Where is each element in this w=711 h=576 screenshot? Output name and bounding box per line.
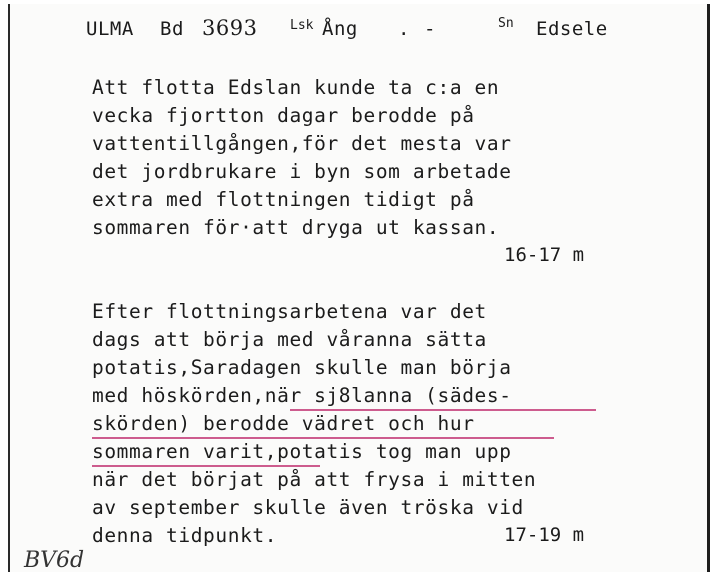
text-line: det jordbrukare i byn som arbetade: [92, 160, 512, 183]
text-line: denna tidpunkt.: [92, 524, 278, 547]
text-line: när det börjat på att frysa i mitten: [92, 468, 537, 491]
text-line: extra med flottningen tidigt på: [92, 188, 475, 211]
socken-label: Sn: [498, 16, 514, 31]
text-line: av september skulle även tröska vid: [92, 496, 524, 519]
text-line: sommaren för·att dryga ut kassan.: [92, 216, 500, 239]
text-line: potatis,Saradagen skulle man börja: [92, 356, 512, 379]
highlight-underline: [92, 465, 320, 467]
separator-dash: -: [424, 18, 436, 40]
highlight-underline: [92, 437, 554, 439]
archive-signum: BV6d: [24, 548, 85, 573]
archive-code: ULMA: [86, 18, 134, 40]
landskap-label: Lsk: [290, 18, 314, 33]
text-line: sommaren varit,potatis tog man upp: [92, 440, 512, 463]
text-line: skörden) berodde vädret och hur: [92, 412, 475, 435]
separator-dot: .: [398, 18, 410, 40]
socken-value: Edsele: [536, 18, 608, 40]
text-line: dags att börja med våranna sätta: [92, 328, 487, 351]
highlight-underline: [290, 409, 596, 411]
landskap-value: Ång: [322, 18, 358, 40]
record-card: [8, 4, 710, 572]
volume-number: 3693: [202, 16, 258, 40]
text-line: med höskörden,när sj8lanna (sädes-: [92, 384, 512, 407]
text-line: Att flotta Edslan kunde ta c:a en: [92, 76, 500, 99]
page-reference: 16-17 m: [504, 244, 585, 266]
page-reference: 17-19 m: [504, 524, 585, 546]
text-line: vattentillgången,för det mesta var: [92, 132, 512, 155]
text-line: Efter flottningsarbetena var det: [92, 300, 487, 323]
volume-label: Bd: [160, 18, 184, 40]
text-line: vecka fjortton dagar berodde på: [92, 104, 475, 127]
